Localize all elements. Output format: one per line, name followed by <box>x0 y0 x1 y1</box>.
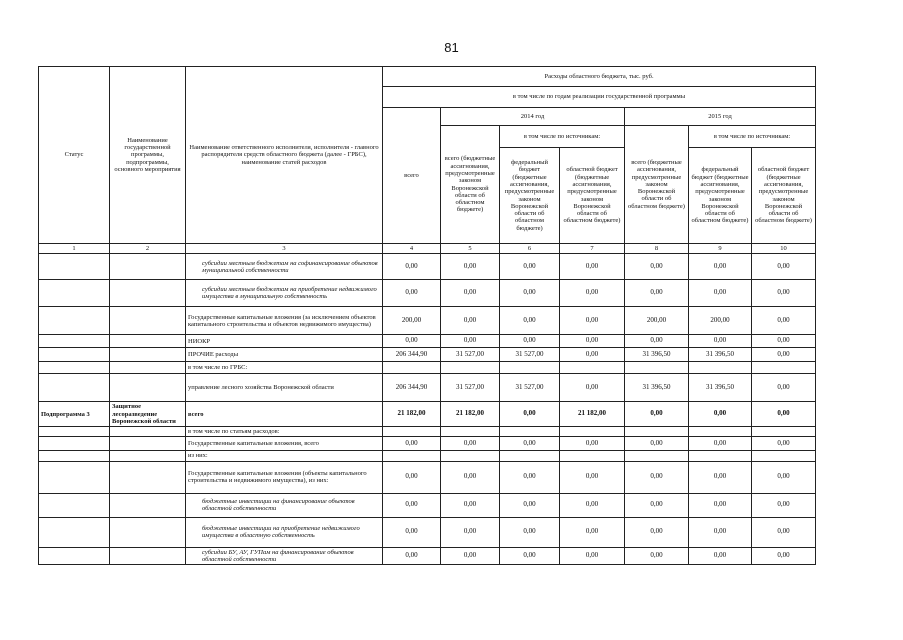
value-cell <box>500 362 560 374</box>
table-row <box>39 254 816 280</box>
value-cell: 0,00 <box>383 517 441 547</box>
status-cell <box>39 374 110 402</box>
col-number: 1 <box>39 244 110 254</box>
value-cell: 0,00 <box>625 547 689 565</box>
status-cell <box>39 307 110 335</box>
value-cell: 0,00 <box>500 493 560 517</box>
status-cell <box>39 362 110 374</box>
value-cell: 0,00 <box>752 335 816 348</box>
value-cell: 31 527,00 <box>441 348 500 362</box>
expense-label-cell: всего <box>186 402 383 427</box>
value-cell: 0,00 <box>500 280 560 307</box>
table-row <box>39 335 816 348</box>
value-cell: 0,00 <box>689 437 752 451</box>
value-cell: 200,00 <box>383 307 441 335</box>
expense-label-cell: из них: <box>186 451 383 461</box>
status-cell <box>39 451 110 461</box>
value-cell: 31 396,50 <box>625 374 689 402</box>
value-cell: 31 527,00 <box>500 374 560 402</box>
status-cell: Подпрограмма 3 <box>39 402 110 427</box>
value-cell: 0,00 <box>441 461 500 493</box>
table-row <box>39 280 816 307</box>
value-cell: 0,00 <box>560 517 625 547</box>
expense-label-cell: субсидии БУ, АУ, ГУПам на финансирование объектов областной собственности <box>186 547 383 565</box>
header-by-years: в том числе по годам реализации государственной программы <box>383 87 816 108</box>
value-cell: 0,00 <box>689 335 752 348</box>
value-cell: 200,00 <box>689 307 752 335</box>
program-name-cell <box>110 254 186 280</box>
status-cell <box>39 335 110 348</box>
value-cell: 0,00 <box>500 461 560 493</box>
value-cell: 0,00 <box>625 437 689 451</box>
value-cell: 0,00 <box>500 335 560 348</box>
value-cell <box>500 451 560 461</box>
value-cell: 0,00 <box>560 547 625 565</box>
value-cell: 0,00 <box>500 402 560 427</box>
value-cell: 0,00 <box>752 348 816 362</box>
value-cell <box>625 427 689 437</box>
value-cell: 21 182,00 <box>560 402 625 427</box>
table-row <box>39 437 816 451</box>
expense-label-cell: бюджетные инвестиции на финансирование объектов областной собственности <box>186 493 383 517</box>
header-status: Статус <box>39 67 110 244</box>
value-cell: 0,00 <box>625 461 689 493</box>
header-program-name: Наименование государственной программы, подпрограммы, основного мероприятия <box>110 67 186 244</box>
status-cell <box>39 254 110 280</box>
status-cell <box>39 461 110 493</box>
value-cell: 0,00 <box>441 517 500 547</box>
value-cell <box>383 362 441 374</box>
value-cell: 0,00 <box>752 437 816 451</box>
header-2014-sources: в том числе по источникам: <box>500 126 625 148</box>
header-2014-regional: областной бюджет (бюджетные ассигнования, предусмотренные законом Воронежской области об областном бюджете) <box>560 148 625 244</box>
col-number: 7 <box>560 244 625 254</box>
value-cell: 0,00 <box>441 547 500 565</box>
value-cell: 0,00 <box>625 335 689 348</box>
program-name-cell <box>110 335 186 348</box>
table-row <box>39 402 816 427</box>
value-cell: 0,00 <box>752 517 816 547</box>
value-cell: 0,00 <box>441 307 500 335</box>
page-number: 81 <box>444 40 459 55</box>
value-cell: 0,00 <box>752 307 816 335</box>
value-cell: 0,00 <box>560 335 625 348</box>
value-cell: 0,00 <box>500 547 560 565</box>
program-name-cell <box>110 280 186 307</box>
value-cell: 0,00 <box>560 493 625 517</box>
table-row <box>39 307 816 335</box>
table-row <box>39 517 816 547</box>
expense-label-cell: бюджетные инвестиции на приобретение недвижимого имущества в областную собственность <box>186 517 383 547</box>
value-cell: 0,00 <box>560 348 625 362</box>
program-name-cell <box>110 307 186 335</box>
value-cell: 0,00 <box>441 437 500 451</box>
col-number: 3 <box>186 244 383 254</box>
expense-label-cell: субсидии местным бюджетам на софинансирование объектов муниципальной собственности <box>186 254 383 280</box>
value-cell: 0,00 <box>752 254 816 280</box>
value-cell <box>689 427 752 437</box>
status-cell <box>39 348 110 362</box>
status-cell <box>39 437 110 451</box>
value-cell: 0,00 <box>441 254 500 280</box>
value-cell <box>752 451 816 461</box>
value-cell <box>752 427 816 437</box>
value-cell: 0,00 <box>500 254 560 280</box>
value-cell <box>383 427 441 437</box>
value-cell: 0,00 <box>689 547 752 565</box>
expense-label-cell: в том числе по статьям расходов: <box>186 427 383 437</box>
value-cell: 0,00 <box>560 461 625 493</box>
table-row <box>39 547 816 565</box>
value-cell <box>625 451 689 461</box>
value-cell: 0,00 <box>689 493 752 517</box>
value-cell: 0,00 <box>383 461 441 493</box>
value-cell <box>560 362 625 374</box>
value-cell <box>383 451 441 461</box>
header-2015-total: всего (бюджетные ассигнования, предусмотренные законом Воронежской области об областном бюджете) <box>625 126 689 244</box>
value-cell: 0,00 <box>560 437 625 451</box>
col-number: 8 <box>625 244 689 254</box>
value-cell <box>689 362 752 374</box>
program-name-cell <box>110 348 186 362</box>
expense-label-cell: Государственные капитальные вложения (объекты капитального строительства и недвижимого имущества), из них: <box>186 461 383 493</box>
table-row <box>39 451 816 461</box>
value-cell: 0,00 <box>560 280 625 307</box>
status-cell <box>39 493 110 517</box>
value-cell: 0,00 <box>752 280 816 307</box>
expense-label-cell: управление лесного хозяйства Воронежской области <box>186 374 383 402</box>
value-cell: 21 182,00 <box>441 402 500 427</box>
header-2014-total: всего (бюджетные ассигнования, предусмотренные законом Воронежской области об областном бюджете) <box>441 126 500 244</box>
value-cell: 0,00 <box>689 517 752 547</box>
program-name-cell <box>110 493 186 517</box>
value-cell: 0,00 <box>383 437 441 451</box>
table-row <box>39 427 816 437</box>
value-cell: 206 344,90 <box>383 374 441 402</box>
value-cell: 0,00 <box>383 280 441 307</box>
value-cell: 0,00 <box>500 517 560 547</box>
program-name-cell <box>110 461 186 493</box>
col-number: 6 <box>500 244 560 254</box>
header-2015-sources: в том числе по источникам: <box>689 126 816 148</box>
value-cell <box>560 451 625 461</box>
table-row <box>39 348 816 362</box>
status-cell <box>39 427 110 437</box>
value-cell: 0,00 <box>383 335 441 348</box>
value-cell: 21 182,00 <box>383 402 441 427</box>
status-cell <box>39 547 110 565</box>
table-row <box>39 362 816 374</box>
col-number: 4 <box>383 244 441 254</box>
status-cell <box>39 517 110 547</box>
table-row <box>39 493 816 517</box>
value-cell: 0,00 <box>752 461 816 493</box>
header-2015-regional: областной бюджет (бюджетные ассигнования, предусмотренные законом Воронежской области об областном бюджете) <box>752 148 816 244</box>
value-cell: 0,00 <box>689 254 752 280</box>
program-name-cell <box>110 374 186 402</box>
value-cell: 0,00 <box>689 280 752 307</box>
value-cell <box>625 362 689 374</box>
value-cell: 206 344,90 <box>383 348 441 362</box>
value-cell: 31 396,50 <box>625 348 689 362</box>
value-cell <box>560 427 625 437</box>
value-cell: 31 396,50 <box>689 374 752 402</box>
value-cell: 0,00 <box>560 307 625 335</box>
value-cell: 0,00 <box>625 254 689 280</box>
header-expenses: Расходы областного бюджета, тыс. руб. <box>383 67 816 87</box>
expense-label-cell: ПРОЧИЕ расходы <box>186 348 383 362</box>
value-cell: 0,00 <box>752 402 816 427</box>
table-body <box>39 254 816 565</box>
value-cell: 0,00 <box>383 547 441 565</box>
value-cell: 0,00 <box>625 493 689 517</box>
value-cell: 0,00 <box>383 493 441 517</box>
header-2015-federal: федеральный бюджет (бюджетные ассигнования, предусмотренные законом Воронежской области об областном бюджете) <box>689 148 752 244</box>
budget-table <box>38 66 816 565</box>
expense-label-cell: Государственные капитальные вложения, всего <box>186 437 383 451</box>
program-name-cell <box>110 547 186 565</box>
value-cell: 0,00 <box>625 402 689 427</box>
program-name-cell: Защитное лесоразведение Воронежской области <box>110 402 186 427</box>
value-cell: 0,00 <box>441 335 500 348</box>
value-cell <box>752 362 816 374</box>
program-name-cell <box>110 427 186 437</box>
value-cell: 0,00 <box>500 307 560 335</box>
expense-label-cell: Государственные капитальные вложения (за исключением объектов капитального строительства и объектов недвижимого имущества) <box>186 307 383 335</box>
col-number: 10 <box>752 244 816 254</box>
value-cell <box>500 427 560 437</box>
value-cell: 0,00 <box>441 280 500 307</box>
expense-label-cell: НИОКР <box>186 335 383 348</box>
value-cell: 0,00 <box>752 547 816 565</box>
program-name-cell <box>110 437 186 451</box>
header-year-2014: 2014 год <box>441 108 625 126</box>
value-cell: 0,00 <box>383 254 441 280</box>
column-numbers-row <box>39 244 816 254</box>
header-2014-federal: федеральный бюджет (бюджетные ассигнования, предусмотренные законом Воронежской области об областном бюджете) <box>500 148 560 244</box>
value-cell: 31 527,00 <box>441 374 500 402</box>
status-cell <box>39 280 110 307</box>
value-cell: 31 527,00 <box>500 348 560 362</box>
col-number: 2 <box>110 244 186 254</box>
value-cell: 0,00 <box>625 280 689 307</box>
value-cell <box>441 362 500 374</box>
value-cell <box>441 427 500 437</box>
program-name-cell <box>110 517 186 547</box>
value-cell: 0,00 <box>689 461 752 493</box>
header-total: всего <box>383 108 441 244</box>
value-cell: 0,00 <box>625 517 689 547</box>
expense-label-cell: субсидии местным бюджетам на приобретение недвижимого имущества в муниципальную собственность <box>186 280 383 307</box>
program-name-cell <box>110 362 186 374</box>
value-cell: 0,00 <box>441 493 500 517</box>
header-year-2015: 2015 год <box>625 108 816 126</box>
value-cell: 0,00 <box>752 374 816 402</box>
expense-label-cell: в том числе по ГРБС: <box>186 362 383 374</box>
program-name-cell <box>110 451 186 461</box>
header-executor: Наименование ответственного исполнителя, исполнителя - главного распорядителя средств областного бюджета (далее - ГРБС), наименование статей расходов <box>186 67 383 244</box>
value-cell <box>441 451 500 461</box>
value-cell: 31 396,50 <box>689 348 752 362</box>
value-cell: 0,00 <box>560 374 625 402</box>
value-cell: 0,00 <box>689 402 752 427</box>
value-cell: 0,00 <box>560 254 625 280</box>
value-cell <box>689 451 752 461</box>
table-row <box>39 461 816 493</box>
value-cell: 200,00 <box>625 307 689 335</box>
value-cell: 0,00 <box>752 493 816 517</box>
col-number: 5 <box>441 244 500 254</box>
value-cell: 0,00 <box>500 437 560 451</box>
col-number: 9 <box>689 244 752 254</box>
table-row <box>39 374 816 402</box>
